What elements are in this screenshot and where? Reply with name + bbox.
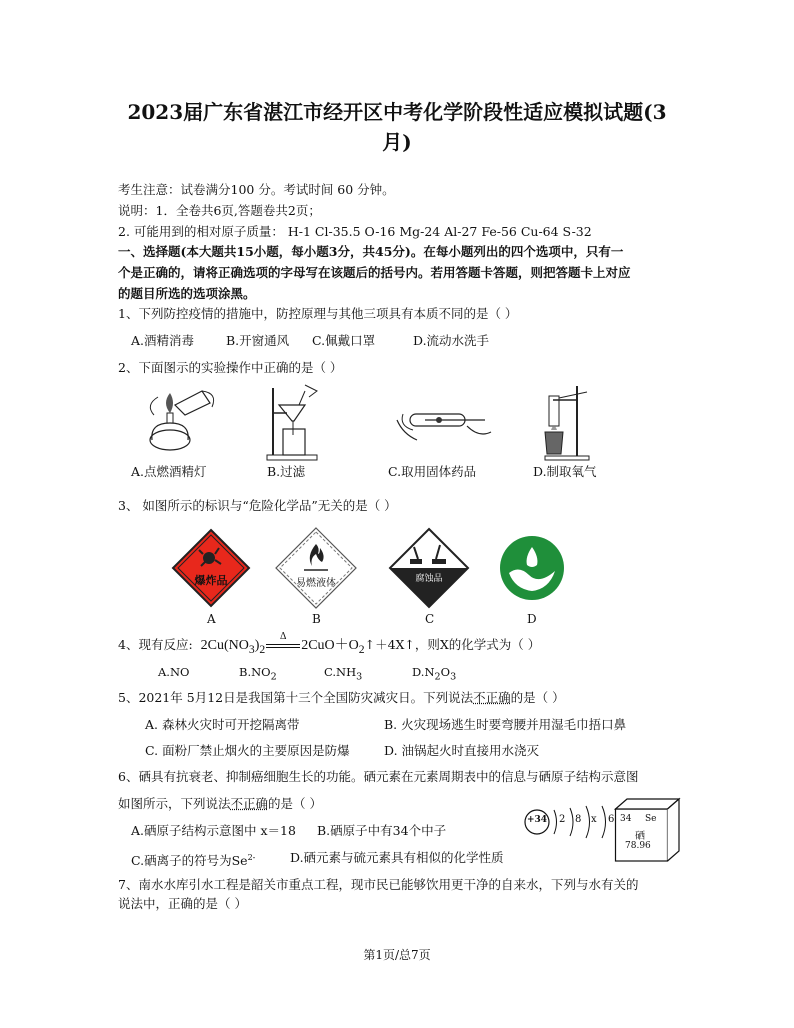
solid-reagent-image bbox=[395, 400, 495, 448]
q4-option-b-sub: 2 bbox=[270, 671, 277, 683]
q1-option-d: D.流动水洗手 bbox=[413, 333, 490, 348]
element-name: 硒 bbox=[635, 831, 645, 842]
q4-option-d-o: O bbox=[440, 665, 451, 679]
q4-option-d bbox=[412, 663, 456, 686]
q4-option-b-text: B.NO bbox=[239, 665, 271, 679]
q6-option-c bbox=[131, 849, 255, 870]
q2-option-b: B.过滤 bbox=[267, 464, 306, 479]
element-symbol: Se bbox=[645, 814, 657, 824]
q4-option-c-sub: 3 bbox=[356, 671, 363, 683]
q5-stem-pre: 5、2021年 5月12日是我国第十三个全国防灾减灾日。下列说法 bbox=[118, 690, 474, 705]
q4-close-paren: ) bbox=[254, 638, 260, 653]
q6-option-c-text: C.硒离子的符号为Se bbox=[131, 853, 248, 869]
q5-option-d: D. 油锅起火时直接用水浇灭 bbox=[384, 743, 540, 758]
q4-stem bbox=[118, 631, 541, 659]
atom-nucleus: +34 bbox=[526, 815, 548, 825]
q6-option-d: D.硒元素与硫元素具有相似的化学性质 bbox=[290, 850, 504, 865]
q7-stem-2: 说法中，正确的是（ ） bbox=[118, 896, 247, 911]
q5-option-a: A. 森林火灾时可开挖隔离带 bbox=[145, 717, 300, 732]
electron-shell-1: 2 bbox=[559, 814, 566, 825]
q4-option-b bbox=[239, 663, 277, 686]
electron-shell-4: 6 bbox=[608, 814, 615, 825]
q3-label-a: A bbox=[207, 612, 216, 626]
q5-option-c: C. 面粉厂禁止烟火的主要原因是防爆 bbox=[145, 743, 350, 758]
explosive-sign-label: 爆炸品 bbox=[194, 574, 228, 587]
page-title-line1: 2023届广东省湛江市经开区中考化学阶段性适应模拟试题(3 bbox=[127, 100, 667, 124]
q4-option-a: A.NO bbox=[158, 665, 190, 679]
element-number: 34 bbox=[620, 814, 632, 824]
q4-o2-sub: 2 bbox=[358, 642, 365, 656]
alcohol-lamp-image bbox=[140, 385, 220, 460]
section-instruction-2: 个是正确的，请将正确选项的字母写在该题后的括号内。若用答题卡答题，则把答题卡上对应 bbox=[118, 265, 631, 280]
note-atomic-mass: 2. 可能用到的相对原子质量： H-1 Cl-35.5 O-16 Mg-24 Al-27 Fe-56 Cu-64 S-32 bbox=[118, 224, 592, 239]
q5-option-b: B. 火灾现场逃生时要弯腰并用湿毛巾捂口鼻 bbox=[384, 717, 627, 732]
section-instruction-1: 一、选择题(本大题共15小题，每小题3分，共45分)。在每小题列出的四个选项中，只有一 bbox=[118, 244, 624, 259]
flammable-liquid-sign bbox=[274, 526, 358, 610]
page-footer: 第1页/总7页 bbox=[363, 948, 431, 962]
selenium-atom-structure bbox=[522, 802, 615, 846]
q2-option-a: A.点燃酒精灯 bbox=[131, 464, 207, 479]
q5-stem-post: 的是（ ） bbox=[510, 690, 565, 705]
q2-option-c: C.取用固体药品 bbox=[388, 464, 477, 479]
note-explain: 说明：1．全卷共6页,答题卷共2页； bbox=[118, 203, 321, 218]
q6-stem-2 bbox=[118, 795, 322, 813]
q4-option-d-sub2: 3 bbox=[450, 671, 457, 683]
q6-stem2-pre: 如图所示，下列说法 bbox=[118, 796, 231, 811]
q6-option-c-sup: 2- bbox=[247, 853, 256, 862]
q1-option-a: A.酒精消毒 bbox=[131, 333, 195, 348]
q4-reaction-arrow bbox=[265, 631, 301, 655]
oxygen-setup-image bbox=[535, 382, 595, 462]
q4-sub2: 2 bbox=[259, 642, 266, 656]
q6-stem2-mark: 不正确 bbox=[230, 796, 269, 811]
q4-option-c bbox=[324, 663, 362, 686]
q2-option-d: D.制取氧气 bbox=[533, 464, 597, 479]
q4-equation bbox=[200, 631, 365, 656]
electron-shell-2: 8 bbox=[575, 814, 582, 825]
filtration-image bbox=[265, 383, 325, 463]
q2-stem: 2、下面图示的实验操作中正确的是（ ） bbox=[118, 360, 343, 375]
q4-option-c-text: C.NH bbox=[324, 665, 357, 679]
q3-stem: 3、 如图所示的标识与“危险化学品”无关的是（ ） bbox=[118, 498, 397, 513]
section-instruction-3: 的题目所选的选项涂黑。 bbox=[118, 286, 256, 301]
q3-label-c: C bbox=[425, 612, 435, 626]
q4-option-d-sub1: 2 bbox=[434, 671, 441, 683]
q7-stem-1: 7、南水水库引水工程是韶关市重点工程，现市民已能够饮用更干净的自来水，下列与水有关的 bbox=[118, 877, 639, 892]
q5-stem-mark: 不正确 bbox=[473, 690, 511, 705]
electron-shell-3: x bbox=[591, 814, 597, 825]
flammable-liquid-sign-label: 易燃液体 bbox=[296, 578, 336, 589]
q4-sub3: 3 bbox=[248, 642, 255, 656]
q4-option-d-text: D.N bbox=[412, 665, 435, 679]
q4-products: 2CuO＋O bbox=[301, 638, 359, 653]
q4-delta: Δ bbox=[280, 631, 287, 642]
q1-option-b: B.开窗通风 bbox=[226, 333, 290, 348]
q6-option-a: A.硒原子结构示意图中 x＝18 bbox=[131, 823, 296, 838]
corrosive-sign bbox=[388, 527, 470, 609]
q4-reactant: 2Cu(NO bbox=[200, 638, 249, 653]
q5-stem bbox=[118, 689, 565, 707]
q4-rest: ↑＋4X↑，则X的化学式为（ ） bbox=[364, 637, 541, 652]
water-saving-sign bbox=[499, 535, 565, 601]
q3-label-b: B bbox=[312, 612, 321, 626]
q3-label-d: D bbox=[527, 612, 537, 626]
page-title-line2: 月) bbox=[382, 130, 412, 154]
q6-option-b: B.硒原子中有34个中子 bbox=[317, 823, 447, 838]
q4-prefix: 4、现有反应: bbox=[118, 637, 193, 652]
explosive-sign bbox=[171, 528, 251, 608]
corrosive-sign-label: 腐蚀品 bbox=[415, 574, 443, 584]
q6-stem2-post: 的是（ ） bbox=[268, 796, 323, 811]
q1-stem: 1、下列防控疫情的措施中，防控原理与其他三项具有本质不同的是（ ） bbox=[118, 306, 518, 321]
note-exam: 考生注意：试卷满分100 分。考试时间 60 分钟。 bbox=[118, 182, 395, 197]
q6-stem-1: 6、硒具有抗衰老、抑制癌细胞生长的功能。硒元素在元素周期表中的信息与硒原子结构示意图 bbox=[118, 769, 639, 784]
selenium-element-cell bbox=[615, 797, 673, 859]
q1-option-c: C.佩戴口罩 bbox=[312, 333, 376, 348]
element-mass: 78.96 bbox=[625, 841, 651, 851]
